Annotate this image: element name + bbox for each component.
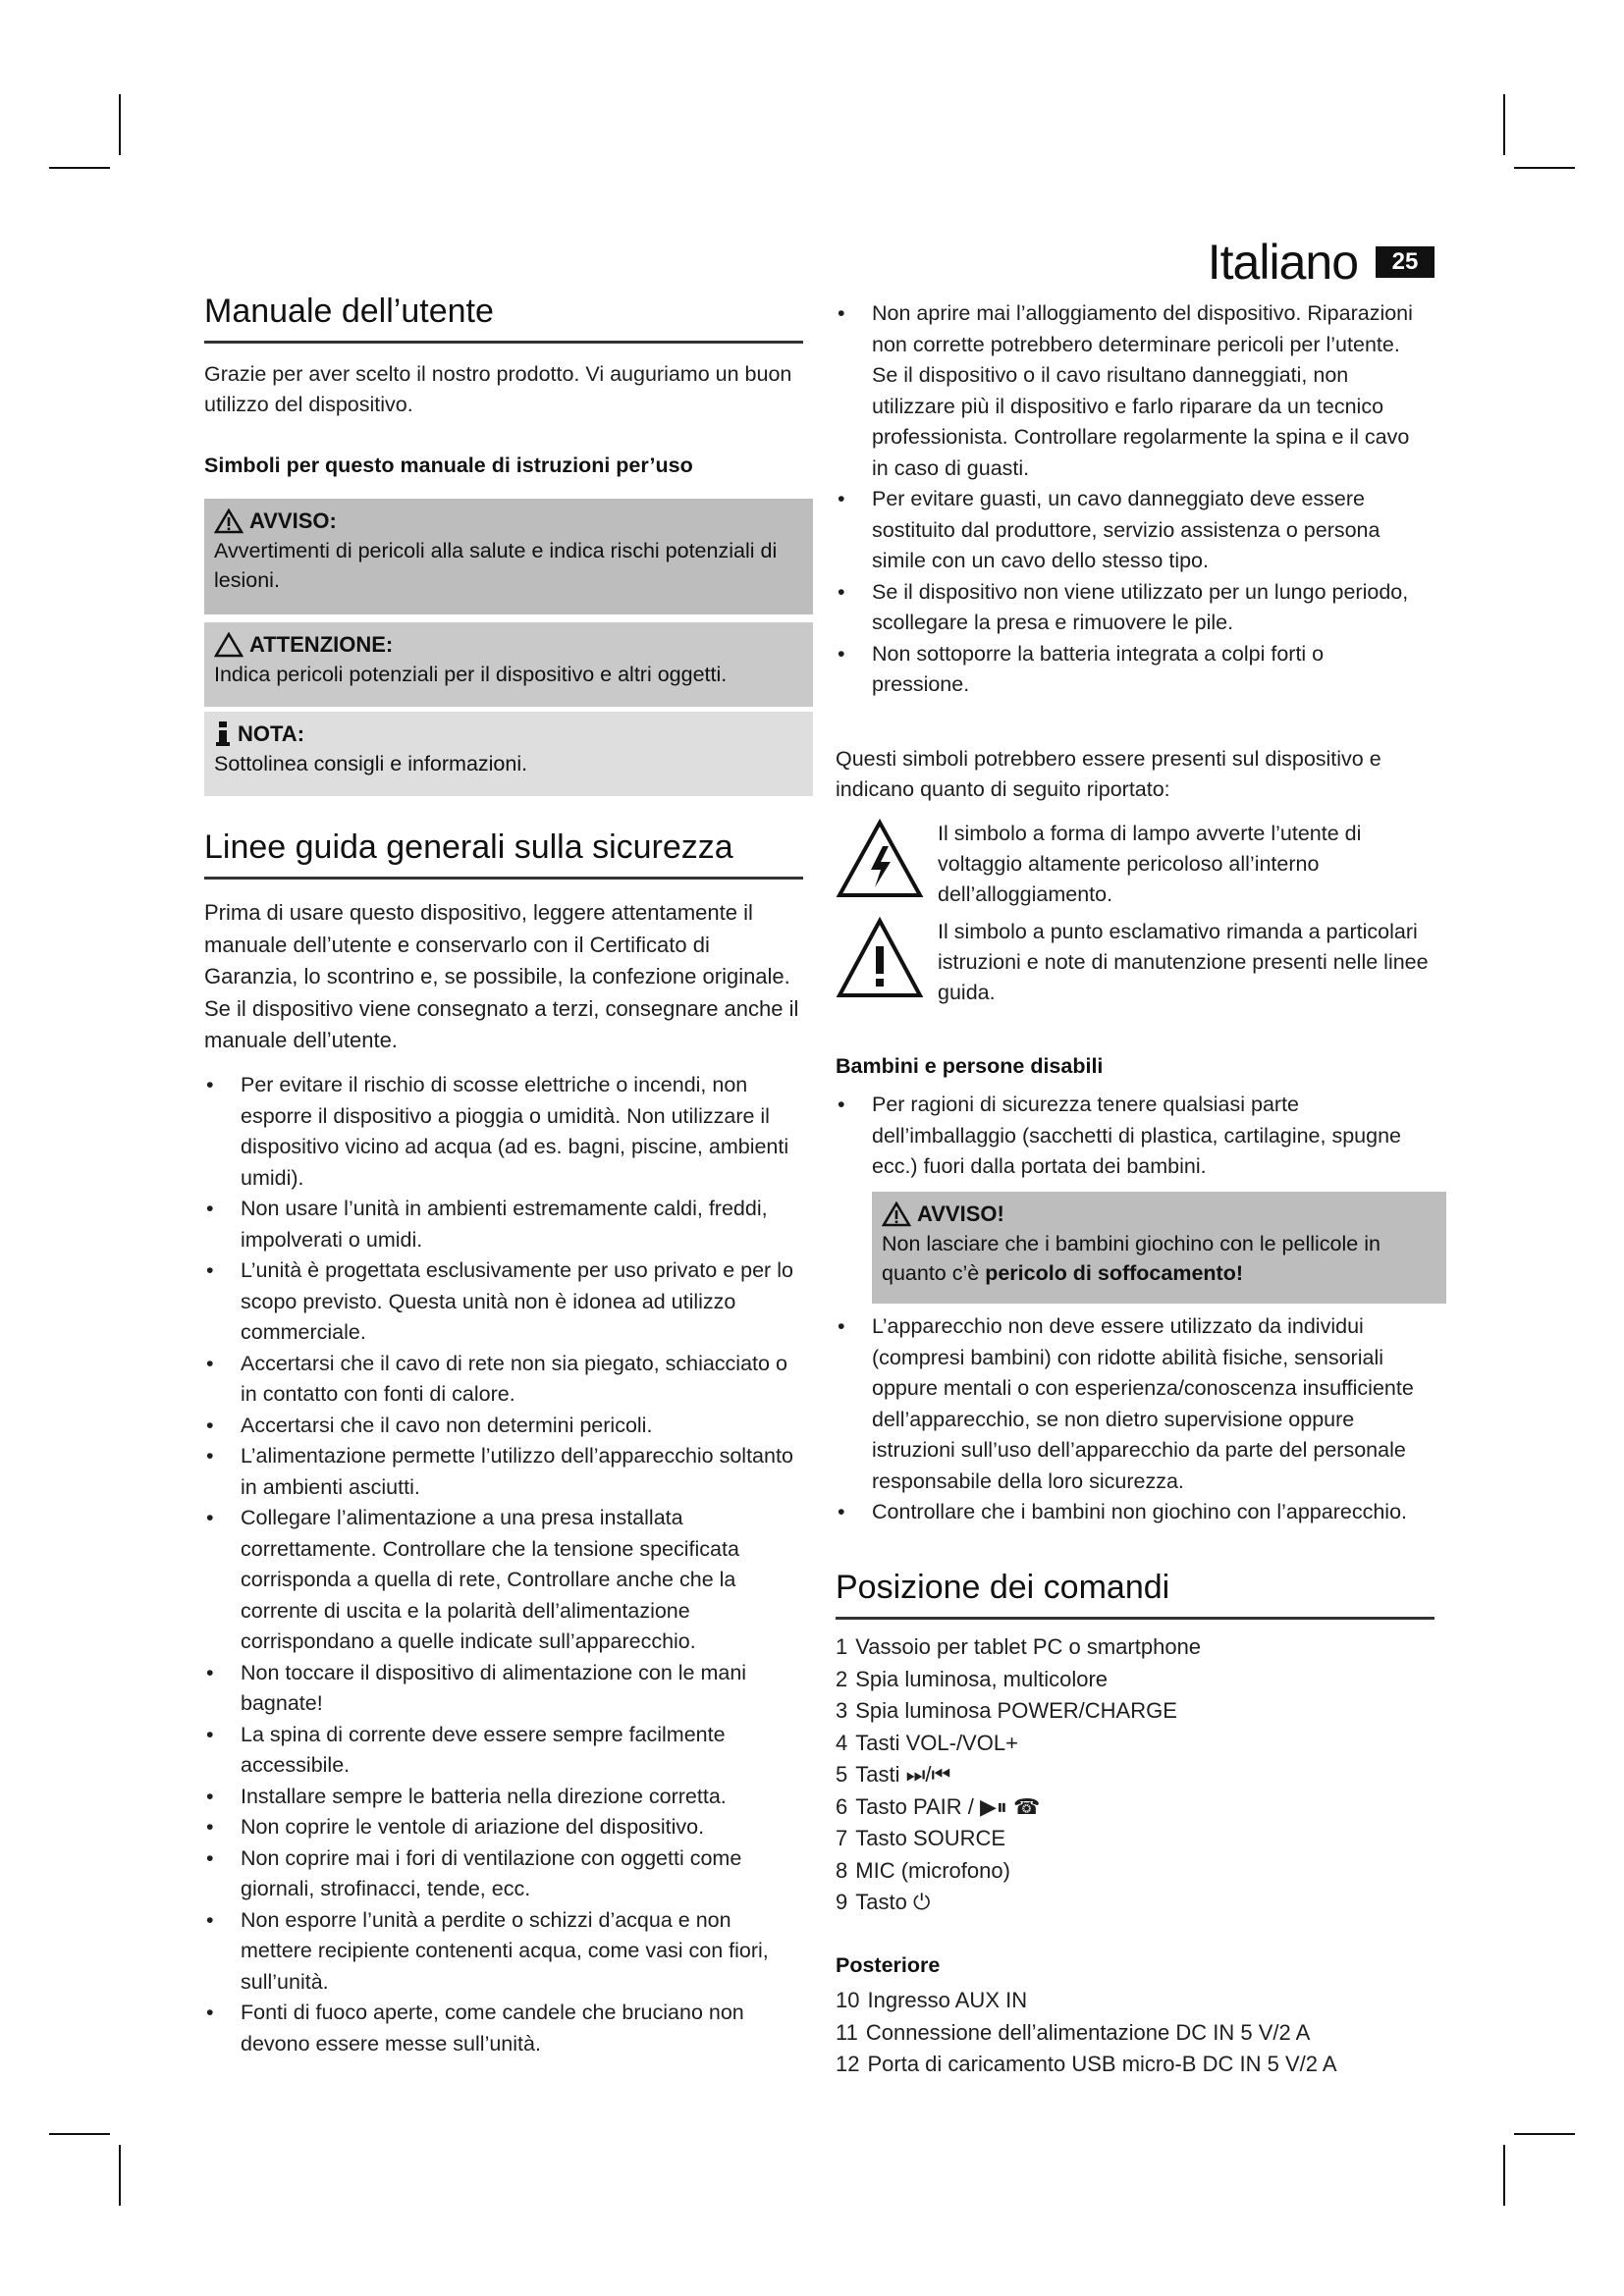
crop-mark	[49, 167, 110, 169]
rear-list	[836, 1985, 1337, 2081]
list-item: • Non coprire mai i fori di ventilazione con oggetti come giornali, strofinacci, tende, ecc.	[204, 1843, 793, 1905]
list-item: • Non sottoporre la batteria integrata a colpi forti o pressione.	[836, 639, 1425, 701]
caution-icon	[214, 632, 244, 658]
avviso-title: AVVISO:	[249, 508, 337, 533]
list-item: 7 Tasto SOURCE	[836, 1826, 1006, 1850]
list-item: • L’unità è progettata esclusivamente per uso privato e per lo scopo previsto. Questa unità non è idonea ad utilizzo commerciale.	[204, 1255, 793, 1349]
list-item: • Per evitare guasti, un cavo danneggiato deve essere sostituito dal produttore, servizio assistenza o persona simile con un cavo dello stesso tipo.	[836, 484, 1425, 577]
list-item: 6 Tasto PAIR / ▶⏸ ☎	[836, 1793, 1041, 1819]
page-header	[1208, 234, 1435, 291]
list-item: 1 Vassoio per tablet PC o smartphone	[836, 1634, 1202, 1659]
list-item: • Se il dispositivo non viene utilizzato per un lungo periodo, scollegare la presa e rimuovere le pile.	[836, 577, 1425, 639]
crop-mark	[1503, 2145, 1505, 2206]
exclaim-symbol-row	[836, 917, 1435, 1008]
list-item: • Non usare l’unità in ambienti estremamente caldi, freddi, impolverati o umidi.	[204, 1194, 793, 1255]
list-item: • Fonti di fuoco aperte, come candele che bruciano non devono essere messe sull’unità.	[204, 1998, 793, 2059]
info-icon	[214, 721, 232, 748]
lightning-symbol-row	[836, 819, 1435, 910]
attenzione-text: Indica pericoli potenziali per il dispositivo e altri oggetti.	[214, 663, 728, 686]
page-number: 25	[1376, 246, 1435, 278]
list-item: • Non toccare il dispositivo di alimentazione con le mani bagnate!	[204, 1658, 793, 1720]
list-item: 8 MIC (microfono)	[836, 1857, 1010, 1883]
crop-mark	[1514, 2133, 1575, 2135]
warning-icon	[214, 508, 244, 534]
avviso-box	[204, 499, 813, 614]
list-item: 12 Porta di caricamento USB micro-B DC IN 5 V/2 A	[836, 2052, 1337, 2076]
avviso-children-box	[872, 1192, 1446, 1304]
nota-text: Sottolinea consigli e informazioni.	[214, 752, 528, 775]
exclaim-text: Il simbolo a punto esclamativo rimanda a particolari istruzioni e note di manutenzione presenti nelle linee guida.	[938, 920, 1429, 1004]
avviso-text: Avvertimenti di pericoli alla salute e indica rischi potenziali di lesioni.	[214, 539, 778, 592]
controls-list	[836, 1631, 1201, 1919]
crop-mark	[1503, 94, 1505, 155]
manual-title: Manuale dell’utente	[204, 293, 803, 344]
list-item: • Controllare che i bambini non giochino con l’apparecchio.	[836, 1497, 1435, 1528]
list-item: • Collegare l’alimentazione a una presa installata correttamente. Controllare che la tensione specificata corrisponda a quella di rete, Controllare anche che la corrente di uscita e la polarità dell’alimentazione corrispondano a quelle indicate sull’apparecchio.	[204, 1503, 793, 1658]
list-item: • Installare sempre le batteria nella direzione corretta.	[204, 1782, 793, 1813]
list-item: • Accertarsi che il cavo non determini pericoli.	[204, 1411, 793, 1442]
language-label: Italiano	[1207, 235, 1358, 290]
avviso-children-title: AVVISO!	[917, 1201, 1004, 1226]
crop-mark	[49, 2133, 110, 2135]
rear-heading: Posteriore	[836, 1953, 941, 1977]
nota-title: NOTA:	[238, 721, 305, 746]
list-item: • Non coprire le ventole di ariazione del dispositivo.	[204, 1812, 793, 1843]
warning-icon	[882, 1201, 911, 1227]
list-item: 11 Connessione dell’alimentazione DC IN 5 V/2 A	[836, 2019, 1311, 2045]
avviso-children-text: Non lasciare che i bambini giochino con le pellicole in quanto c’è	[882, 1232, 1380, 1285]
lightning-warning-icon	[836, 819, 924, 899]
avviso-children-emphasis: pericolo di soffocamento!	[985, 1261, 1244, 1285]
children-heading: Bambini e persone disabili	[836, 1054, 1104, 1078]
symbols-intro: Questi simboli potrebbero essere presenti sul dispositivo e indicano quanto di seguito riportato:	[836, 747, 1381, 801]
list-item: • Accertarsi che il cavo di rete non sia piegato, schiacciato o in contatto con fonti di calore.	[204, 1349, 793, 1411]
list-item: • La spina di corrente deve essere sempre facilmente accessibile.	[204, 1720, 793, 1782]
list-item: 10 Ingresso AUX IN	[836, 1988, 1028, 2012]
list-item: • Per ragioni di sicurezza tenere qualsiasi parte dell’imballaggio (sacchetti di plastica, cartilagine, spugne ecc.) fuori dalla portata dei bambini.	[836, 1090, 1435, 1183]
list-item: • Per evitare il rischio di scosse elettriche o incendi, non esporre il dispositivo a pioggia o umidità. Non utilizzare il dispositivo vicino ad acqua (ad es. bagni, piscine, ambienti umidi).	[204, 1070, 793, 1194]
crop-mark	[119, 2145, 121, 2206]
safety-bullet-list-continued	[836, 298, 1425, 701]
list-item: • Non esporre l’unità a perdite o schizzi d’acqua e non mettere recipiente contenenti acqua, come vasi con fiori, sull’unità.	[204, 1905, 793, 1999]
lightning-text: Il simbolo a forma di lampo avverte l’utente di voltaggio altamente pericoloso all’interno dell’alloggiamento.	[938, 822, 1362, 906]
controls-title: Posizione dei comandi	[836, 1569, 1435, 1620]
crop-mark	[1514, 167, 1575, 169]
attenzione-box	[204, 622, 813, 707]
list-item: • L’alimentazione permette l’utilizzo dell’apparecchio soltanto in ambienti asciutti.	[204, 1441, 793, 1503]
list-item: 5 Tasti ⏭/⏮	[836, 1762, 951, 1787]
list-item: 2 Spia luminosa, multicolore	[836, 1666, 1109, 1691]
intro-text: Grazie per aver scelto il nostro prodotto. Vi auguriamo un buon utilizzo del dispositivo.	[204, 362, 792, 416]
list-item: 4 Tasti VOL-/VOL+	[836, 1730, 1018, 1755]
safety-intro: Prima di usare questo dispositivo, leggere attentamente il manuale dell’utente e conservarlo con il Certificato di Garanzia, lo scontrino e, se possibile, la confezione originale. Se il dispositivo viene consegnato a terzi, consegnare anche il manuale dell’utente.	[204, 900, 799, 1052]
children-bullet-list-2	[836, 1311, 1435, 1528]
safety-title: Linee guida generali sulla sicurezza	[204, 828, 803, 880]
list-item: • Non aprire mai l’alloggiamento del dispositivo. Riparazioni non corrette potrebbero determinare pericoli per l’utente. Se il dispositivo o il cavo risultano danneggiati, non utilizzare più il dispositivo e farlo riparare da un tecnico professionista. Controllare regolarmente la spina e il cavo in caso di guasti.	[836, 298, 1425, 484]
exclamation-warning-icon	[836, 917, 924, 999]
attenzione-title: ATTENZIONE:	[249, 632, 394, 657]
list-item: 9 Tasto ⏻	[836, 1890, 931, 1914]
list-item: 3 Spia luminosa POWER/CHARGE	[836, 1698, 1177, 1723]
list-item: • L’apparecchio non deve essere utilizzato da individui (compresi bambini) con ridotte abilità fisiche, sensoriali oppure mentali o con esperienza/conoscenza insufficiente dell’apparecchio, se non dietro supervisione oppure istruzioni sull’uso dell’apparecchio da parte del personale responsabile della loro sicurezza.	[836, 1311, 1435, 1497]
nota-box	[204, 712, 813, 796]
symbols-heading: Simboli per questo manuale di istruzioni per’uso	[204, 454, 693, 477]
children-bullet-list	[836, 1090, 1435, 1183]
safety-bullet-list	[204, 1070, 793, 2059]
crop-mark	[119, 94, 121, 155]
